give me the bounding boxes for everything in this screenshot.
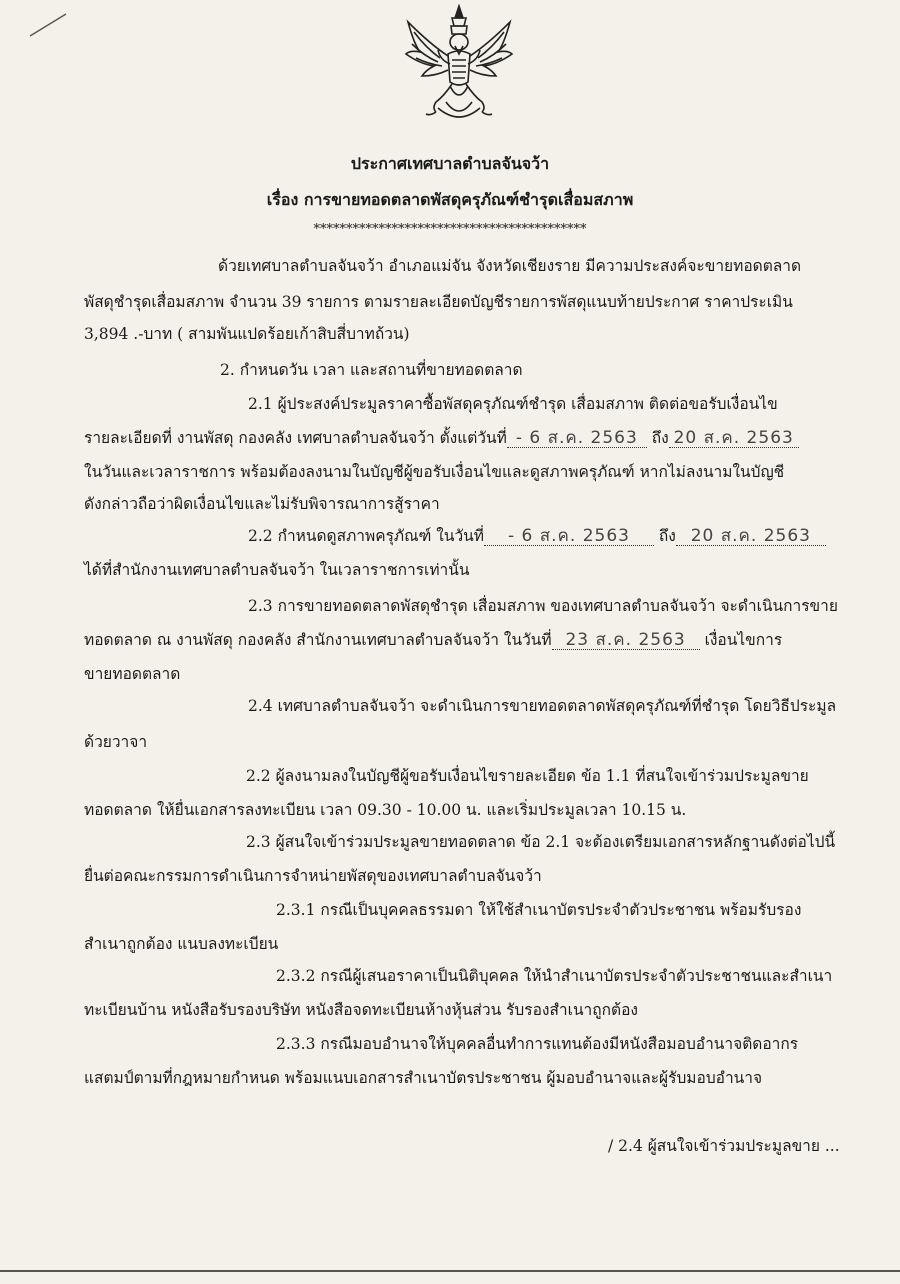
intro-line-3: 3,894 .-บาท ( สามพันแปดร้อยเก้าสิบสี่บาทถ้วน) [84,325,410,343]
clause-2-1-line-4: ดังกล่าวถือว่าผิดเงื่อนไขและไม่รับพิจารณาการสู้ราคา [84,495,440,513]
clause-2-3-3-line-1: 2.3.3 กรณีมอบอำนาจให้บุคคลอื่นทำการแทนต้องมีหนังสือมอบอำนาจติดอากร [276,1035,799,1053]
intro-line-1: ด้วยเทศบาลตำบลจันจว้า อำเภอแม่จัน จังหวัดเชียงราย มีความประสงค์จะขายทอดตลาด [218,257,802,275]
clause-2-1-line-3: ในวันและเวลาราชการ พร้อมต้องลงนามในบัญชีผู้ขอรับเงื่อนไขและดูสภาพครุภัณฑ์ หากไม่ลงนามในบัญชี [84,463,785,481]
clause-2-3b-line-1: 2.3 ผู้สนใจเข้าร่วมประมูลขายทอดตลาด ข้อ 2.1 จะต้องเตรียมเอกสารหลักฐานดังต่อไปนี้ [246,833,836,851]
clause-2-1-text-a: รายละเอียดที่ งานพัสดุ กองคลัง เทศบาลตำบลจันจว้า ตั้งแต่วันที่ [84,429,507,447]
handwritten-date-start: - 6 ส.ค. 2563 [507,429,647,448]
clause-2-3-1-line-1: 2.3.1 กรณีเป็นบุคคลธรรมดา ให้ใช้สำเนาบัตรประจำตัวประชาชน พร้อมรับรอง [276,901,802,919]
clause-2-4-line-2: ด้วยวาจา [84,733,148,751]
clause-2-3-1-line-2: สำเนาถูกต้อง แนบลงทะเบียน [84,935,279,953]
handwritten-view-start: - 6 ส.ค. 2563 [484,527,654,546]
clause-2-3-text-a: ทอดตลาด ณ งานพัสดุ กองคลัง สำนักงานเทศบาลตำบลจันจว้า ในวันที่ [84,631,552,649]
handwritten-view-end: 20 ส.ค. 2563 [676,527,826,546]
intro-line-2: พัสดุชำรุดเสื่อมสภาพ จำนวน 39 รายการ ตามรายละเอียดบัญชีรายการพัสดุแนบท้ายประกาศ ราคาประเมิน [84,293,793,311]
section-2-heading: 2. กำหนดวัน เวลา และสถานที่ขายทอดตลาด [220,361,523,379]
clause-2-3-2-line-1: 2.3.2 กรณีผู้เสนอราคาเป็นนิติบุคคล ให้นำสำเนาบัตรประจำตัวประชาชนและสำเนา [276,967,833,985]
announcement-subject: เรื่อง การขายทอดตลาดพัสดุครุภัณฑ์ชำรุดเสื่อมสภาพ [266,190,634,209]
handwritten-date-end: 20 ส.ค. 2563 [669,429,799,448]
clause-2-2-text-a: 2.2 กำหนดดูสภาพครุภัณฑ์ ในวันที่ [248,527,484,545]
scan-bottom-edge [0,1270,900,1272]
clause-2-3-line-3: ขายทอดตลาด [84,665,181,683]
clause-2-3-line-1: 2.3 การขายทอดตลาดพัสดุชำรุด เสื่อมสภาพ ของเทศบาลตำบลจันจว้า จะดำเนินการขาย [248,597,838,615]
clause-2-1-line-1: 2.1 ผู้ประสงค์ประมูลราคาซื้อพัสดุครุภัณฑ์ชำรุด เสื่อมสภาพ ติดต่อขอรับเงื่อนไข [248,395,778,413]
announcement-title: ประกาศเทศบาลตำบลจันจว้า [350,154,550,173]
clause-2-1-text-b: ถึง [651,429,669,447]
pen-stroke-mark [28,10,68,40]
clause-2-3-text-b: เงื่อนไขการ [704,631,783,649]
clause-2-3-3-line-2: แสตมป์ตามที่กฎหมายกำหนด พร้อมแนบเอกสารสำเนาบัตรประชาชน ผู้มอบอำนาจและผู้รับมอบอำนาจ [84,1069,763,1087]
clause-2-3-2-line-2: ทะเบียนบ้าน หนังสือรับรองบริษัท หนังสือจดทะเบียนห้างหุ้นส่วน รับรองสำเนาถูกต้อง [84,1001,638,1019]
continuation-note: / 2.4 ผู้สนใจเข้าร่วมประมูลขาย ... [608,1137,840,1155]
clause-2-2-line-1 [248,526,826,546]
star-divider: ****************************************** [313,222,587,237]
clause-2-3-line-2 [84,630,782,650]
clause-2-2-line-2: ได้ที่สำนักงานเทศบาลตำบลจันจว้า ในเวลาราชการเท่านั้น [84,561,470,579]
clause-2-3b-line-2: ยื่นต่อคณะกรรมการดำเนินการจำหน่ายพัสดุของเทศบาลตำบลจันจว้า [84,867,542,885]
clause-2-2-text-b: ถึง [658,527,676,545]
clause-2-2b-line-1: 2.2 ผู้ลงนามลงในบัญชีผู้ขอรับเงื่อนไขรายละเอียด ข้อ 1.1 ที่สนใจเข้าร่วมประมูลขาย [246,767,809,785]
clause-2-4-line-1: 2.4 เทศบาลตำบลจันจว้า จะดำเนินการขายทอดตลาดพัสดุครุภัณฑ์ที่ชำรุด โดยวิธีประมูล [248,697,837,715]
clause-2-2b-line-2: ทอดตลาด ให้ยื่นเอกสารลงทะเบียน เวลา 09.30 - 10.00 น. และเริ่มประมูลเวลา 10.15 น. [84,801,687,819]
clause-2-1-line-2 [84,428,799,448]
handwritten-auction-date: 23 ส.ค. 2563 [552,631,700,650]
garuda-emblem [400,4,518,124]
